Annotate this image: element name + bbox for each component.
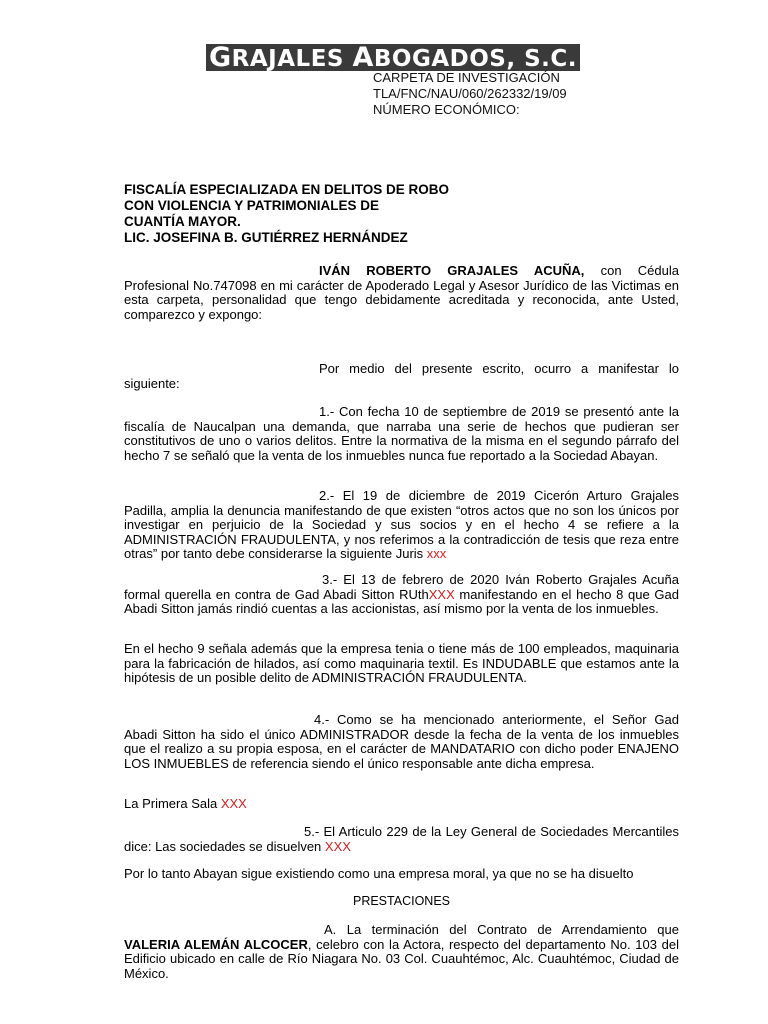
point-2-text: 2.- El 19 de diciembre de 2019 Cicerón Arturo Grajales Padilla, amplia la denuncia manifestando de que existen “otros actos que no son los únicos por investigar en perjuicio de la Sociedad y sus socios y en el hecho 4 se refiere a la ADMINISTRACIÓN FRAUDULENTA, y nos referimos a la contradicción de tesis que reza entre otras” por tanto debe considerarse la siguiente Juris xyxy=(124,488,679,561)
firm-logo: GRAJALES ABOGADOS, S.C. xyxy=(206,44,580,71)
economic-number: NÚMERO ECONÓMICO: xyxy=(373,102,520,117)
first-chamber-marker: XXX xyxy=(220,796,247,811)
point-3-marker: XXX xyxy=(428,586,455,602)
first-chamber-paragraph xyxy=(124,797,679,812)
first-chamber-text: La Primera Sala xyxy=(124,796,221,811)
point-2-marker: xxx xyxy=(426,546,447,561)
point-4-paragraph xyxy=(124,713,679,771)
point-2-paragraph xyxy=(124,489,679,562)
point-4-text: 4.- Como se ha mencionado anteriormente, el Señor Gad Abadi Sitton ha sido el único ADMINISTRADOR desde la fecha de la venta de los inmuebles que el realizo a su propia esposa, en el carácter de MANDATARIO con dicho poder ENAJENO LOS INMUEBLES de referencia siendo el único responsable ante dicha empresa. xyxy=(124,712,679,771)
point-3-text-b: manifestando en el hecho 8 que Gad Abadi Sitton jamás rindió cuentas a las accionistas, así mismo por la venta de los inmuebles. xyxy=(124,586,679,616)
addressee-line-1: FISCALÍA ESPECIALIZADA EN DELITOS DE ROBO xyxy=(124,182,450,197)
item-a-text-b: , celebro con la Actora, respecto del departamento No. 103 del Edificio ubicado en calle de Río Niagara No. 03 Col. Cuauhtémoc, Alc. Cuauhtémoc, Ciudad de México. xyxy=(124,936,679,981)
addressee-line-3: CUANTÍA MAYOR. xyxy=(124,214,241,229)
case-info xyxy=(373,70,713,118)
point-1-paragraph xyxy=(124,405,679,463)
addressee-line-2: CON VIOLENCIA Y PATRIMONIALES DE xyxy=(124,198,380,213)
fact-9-paragraph xyxy=(124,642,679,686)
point-5-text: 5.- El Articulo 229 de la Ley General de Sociedades Mercantiles dice: Las sociedades se disuelven xyxy=(124,824,679,854)
intro-paragraph xyxy=(124,264,679,322)
point-5-paragraph xyxy=(124,825,679,854)
conclusion-paragraph xyxy=(124,867,679,882)
point-5-marker: XXX xyxy=(324,838,351,854)
point-3-text-a: 3.- El 13 de febrero de 2020 Iván Roberto Grajales Acuña formal querella en contra de Gad Abadi Sitton RUth xyxy=(124,572,679,602)
manifest-paragraph xyxy=(124,362,679,391)
item-a-name: VALERIA ALEMÁN ALCOCER xyxy=(124,936,308,952)
intro-text: con Cédula Profesional No.747098 en mi carácter de Apoderado Legal y Asesor Jurídico de las Victimas en esta carpeta, personalidad que tengo debidamente acreditada y reconocida, ante Usted, comparezco y expongo: xyxy=(124,263,679,322)
case-label: CARPETA DE INVESTIGACIÓN xyxy=(373,70,560,85)
conclusion-text: Por lo tanto Abayan sigue existiendo como una empresa moral, ya que no se ha disuelto xyxy=(124,866,634,881)
prestaciones-heading: PRESTACIONES xyxy=(352,894,450,908)
addressee-line-4: LIC. JOSEFINA B. GUTIÉRREZ HERNÁNDEZ xyxy=(124,230,408,245)
attorney-name: IVÁN ROBERTO GRAJALES ACUÑA, xyxy=(319,263,585,278)
point-1-text: 1.- Con fecha 10 de septiembre de 2019 se presentó ante la fiscalía de Naucalpan una demanda, que narraba una serie de hechos que pudieran ser constitutivos de uno o varios delitos. Entre la normativa de la misma en el segundo párrafo del hecho 7 se señaló que la venta de los inmuebles nunca fue reportado a la Sociedad Abayan. xyxy=(124,404,679,463)
item-a-text-a: A. La terminación del Contrato de Arrendamiento que xyxy=(324,922,679,937)
item-a-paragraph xyxy=(124,923,679,981)
fact-9-text: En el hecho 9 señala además que la empresa tenia o tiene más de 100 empleados, maquinaria para la fabricación de hilados, así como maquinaria textil. Es INDUDABLE que estamos ante la hipótesis de un posible delito de ADMINISTRACIÓN FRAUDULENTA. xyxy=(124,641,679,685)
addressee-block xyxy=(124,182,684,246)
point-3-paragraph xyxy=(124,573,679,617)
case-number: TLA/FNC/NAU/060/262332/19/09 xyxy=(373,86,567,101)
manifest-text: Por medio del presente escrito, ocurro a manifestar lo siguiente: xyxy=(124,361,679,391)
